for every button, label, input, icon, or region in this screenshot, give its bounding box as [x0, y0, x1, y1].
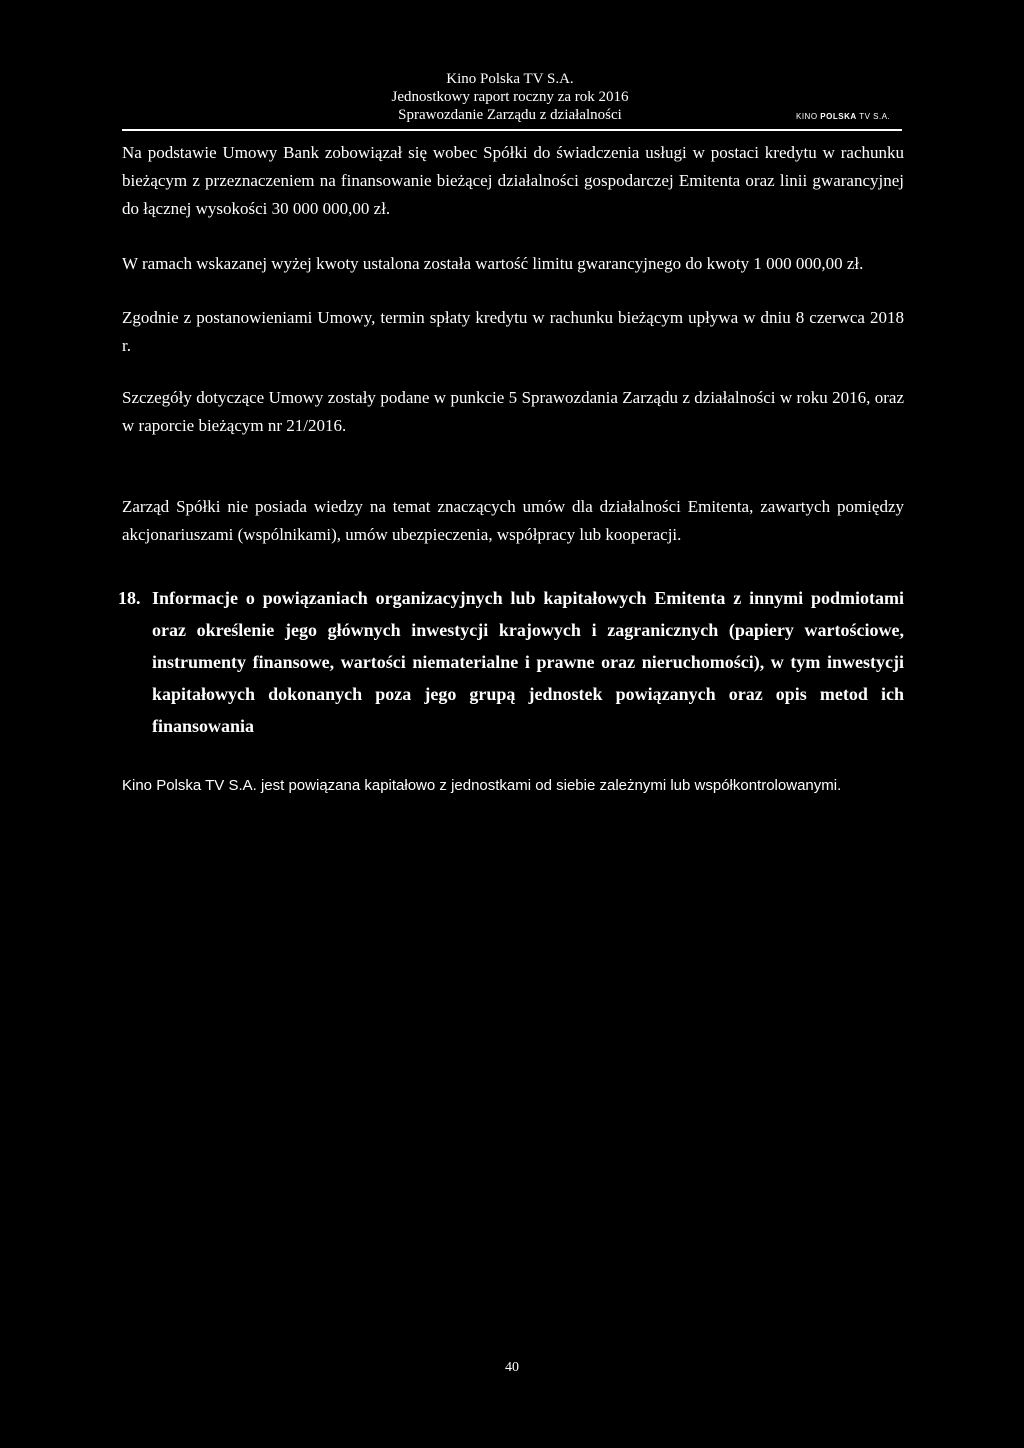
section-heading — [118, 582, 904, 742]
company-logo — [796, 112, 890, 121]
logo-prefix: KINO — [796, 112, 818, 121]
header-report-title: Jednostkowy raport roczny za rok 2016 — [391, 89, 629, 105]
header-text-block — [360, 70, 660, 124]
section-body: Kino Polska TV S.A. jest powiązana kapitałowo z jednostkami od siebie zależnymi lub współkontrolowanymi. — [122, 777, 842, 794]
paragraph-guarantee-limit: W ramach wskazanej wyżej kwoty ustalona została wartość limitu gwarancyjnego do kwoty 1 000 000,00 zł. — [122, 254, 864, 273]
header-section-title: Sprawozdanie Zarządu z działalności — [398, 107, 622, 123]
paragraph-agreement-details: Szczegóły dotyczące Umowy zostały podane w punkcie 5 Sprawozdania Zarządu z działalności w roku 2016, oraz w raporcie bieżącym nr 21/2016. — [122, 388, 904, 435]
header-company: Kino Polska TV S.A. — [446, 71, 574, 87]
paragraph-shareholder-agreements: Zarząd Spółki nie posiada wiedzy na temat znaczących umów dla działalności Emitenta, zawartych pomiędzy akcjonariuszami (wspólnikami), umów ubezpieczenia, współpracy lub kooperacji. — [122, 497, 904, 544]
logo-suffix: TV S.A. — [859, 112, 891, 121]
paragraph-credit-agreement: Na podstawie Umowy Bank zobowiązał się wobec Spółki do świadczenia usługi w postaci kredytu w rachunku bieżącym z przeznaczeniem na finansowanie bieżącej działalności gospodarczej Emitenta oraz linii gwarancyjnej do łącznej wysokości 30 000 000,00 zł. — [122, 143, 904, 218]
header-divider — [122, 129, 902, 131]
paragraph-repayment-term: Zgodnie z postanowieniami Umowy, termin spłaty kredytu w rachunku bieżącym upływa w dniu 8 czerwca 2018 r. — [122, 308, 904, 355]
section-number: 18. — [118, 588, 141, 608]
section-title: Informacje o powiązaniach organizacyjnych lub kapitałowych Emitenta z innymi podmiotami oraz określenie jego głównych inwestycji krajowych i zagranicznych (papiery wartościowe, instrumenty finansowe, wartości niematerialne i prawne oraz nieruchomości), w tym inwestycji kapitałowych dokonanych poza jego grupą jednostek powiązanych oraz opis metod ich finansowania — [152, 588, 904, 736]
page-header — [0, 70, 1024, 126]
page-number: 40 — [505, 1360, 519, 1375]
logo-bold: POLSKA — [820, 112, 857, 121]
